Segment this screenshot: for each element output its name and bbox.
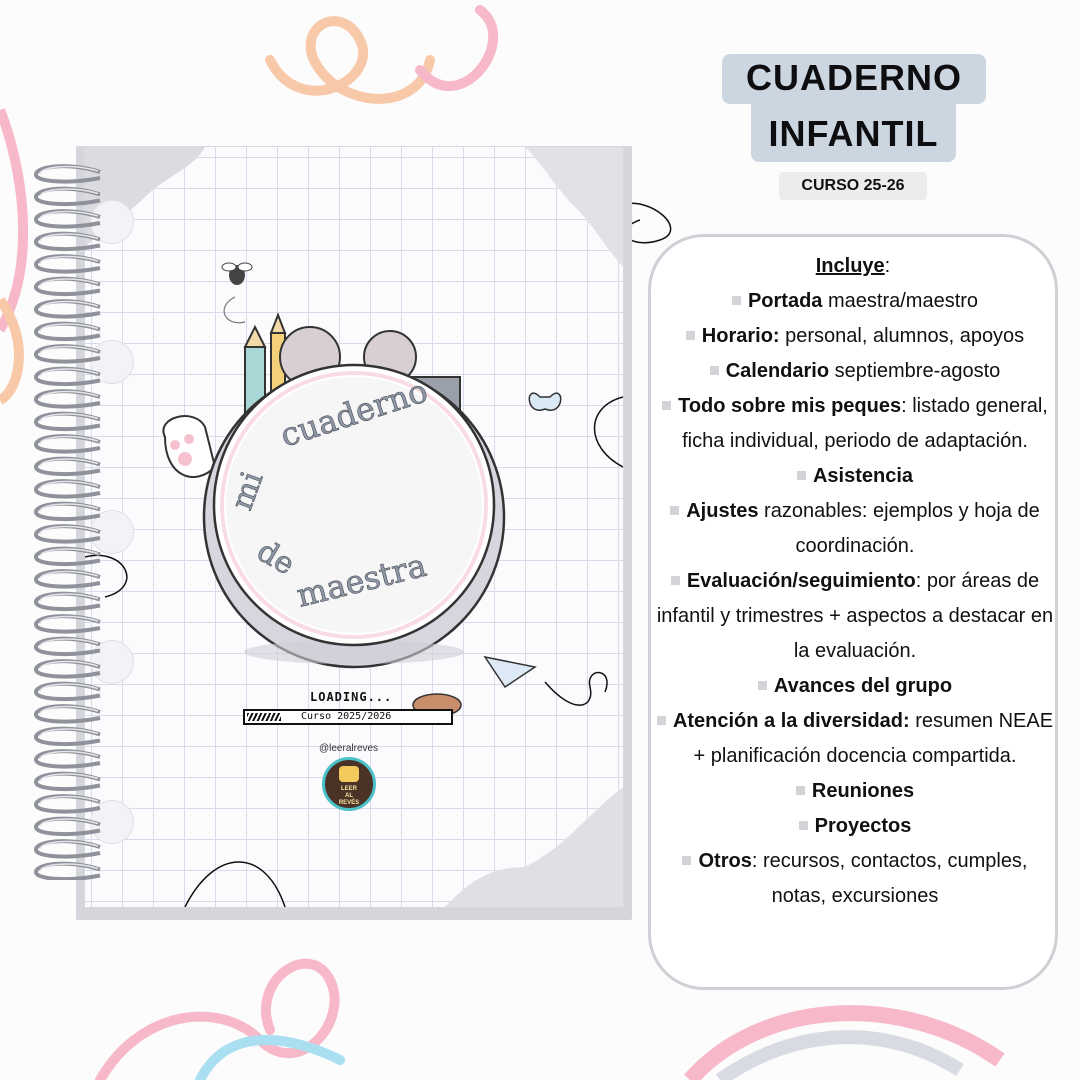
author-handle: @leeralreves [319, 743, 379, 754]
bullet-square-icon [686, 331, 695, 340]
bullet-square-icon [797, 471, 806, 480]
include-item-title: Evaluación/seguimiento [686, 570, 916, 592]
bullet-square-icon [657, 716, 666, 725]
include-item-title: Ajustes [686, 500, 759, 522]
product-title-line1: CUADERNO [745, 57, 962, 98]
include-item [655, 564, 1055, 669]
notebook-cover [84, 146, 624, 908]
product-title-line2: INFANTIL [768, 113, 939, 154]
bullet-square-icon [670, 506, 679, 515]
include-item [655, 844, 1055, 914]
include-item [655, 389, 1055, 459]
logo-face-icon [339, 766, 359, 782]
cover-word-maestra: maestra [292, 545, 431, 615]
include-item [655, 284, 1055, 319]
include-item-title: Horario: [701, 325, 780, 347]
include-item-detail: : recursos, contactos, cumples, notas, excursiones [751, 850, 1028, 907]
progress-bar [243, 709, 453, 725]
include-item [655, 494, 1055, 564]
include-item [655, 809, 1055, 844]
include-item [655, 704, 1055, 774]
includes-heading: Incluye: [815, 255, 891, 277]
notebook-mockup [68, 140, 624, 914]
include-item-title: Proyectos [814, 815, 912, 837]
bullet-square-icon [796, 786, 805, 795]
progress-bar-text: Curso 2025/2026 [301, 711, 392, 722]
bullet-square-icon [682, 856, 691, 865]
logo-text: LEER AL REVÉS [338, 786, 360, 806]
bullet-square-icon [732, 296, 741, 305]
include-item-detail: : listado general, ficha individual, periodo de adaptación. [682, 395, 1048, 452]
include-item [655, 354, 1055, 389]
cover-word-de: de [251, 533, 301, 583]
include-item-title: Avances del grupo [773, 675, 953, 697]
include-item-detail: : por áreas de infantil y trimestres + aspectos a destacar en la evaluación. [656, 570, 1054, 662]
cover-word-mi: mi [224, 467, 271, 515]
author-logo [322, 757, 376, 811]
include-item [655, 319, 1055, 354]
bullet-square-icon [799, 821, 808, 830]
include-item-detail: razonables: ejemplos y hoja de coordinación. [758, 500, 1040, 557]
include-item-title: Reuniones [811, 780, 915, 802]
course-badge: CURSO 25-26 [779, 172, 927, 200]
include-item [655, 459, 1055, 494]
include-item-detail: maestra/maestro [822, 290, 979, 312]
include-item-title: Otros [698, 850, 752, 872]
cover-word-cuaderno: cuaderno [275, 371, 433, 455]
include-item-title: Calendario [725, 360, 830, 382]
includes-list [655, 284, 1055, 914]
include-item-detail: personal, alumnos, apoyos [779, 325, 1025, 347]
bullet-square-icon [671, 576, 680, 585]
progress-bar-fill [247, 713, 281, 721]
include-item [655, 669, 1055, 704]
include-item-title: Todo sobre mis peques [678, 395, 902, 417]
bullet-square-icon [758, 681, 767, 690]
bullet-square-icon [710, 366, 719, 375]
include-item-detail: resumen NEAE + planificación docencia compartida. [693, 710, 1054, 767]
loading-label: LOADING... [310, 690, 393, 704]
includes-panel [648, 234, 1058, 990]
include-item-title: Portada [747, 290, 823, 312]
include-item-detail: septiembre-agosto [829, 360, 1001, 382]
bullet-square-icon [662, 401, 671, 410]
include-item [655, 774, 1055, 809]
include-item-title: Atención a la diversidad: [672, 710, 910, 732]
spiral-binding [30, 160, 110, 880]
include-item-title: Asistencia [812, 465, 914, 487]
